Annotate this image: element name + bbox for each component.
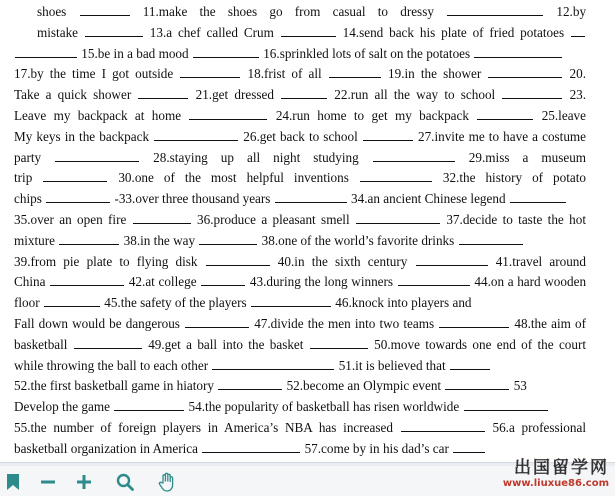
- answer-blank: [401, 419, 485, 432]
- answer-blank: [180, 65, 240, 78]
- text-segment: 53: [513, 378, 527, 394]
- text-segment: Fall down would be dangerous: [14, 316, 180, 331]
- text-segment: basketball organization in America: [14, 440, 198, 456]
- answer-blank: [46, 190, 110, 203]
- text-segment: 43.during the long winners: [249, 274, 394, 290]
- answer-blank: [502, 86, 562, 99]
- text-line: [14, 439, 586, 459]
- text-segment: Leave my backpack at home: [14, 108, 182, 123]
- text-segment: 12.by: [556, 4, 587, 19]
- text-segment: 24.run home to get my backpack: [275, 108, 469, 123]
- text-segment: 28.staying up all night studying: [153, 149, 359, 165]
- text-segment: 40.in the sixth century: [277, 253, 408, 269]
- text-line: [14, 210, 586, 230]
- text-segment: chips: [14, 191, 42, 207]
- answer-blank: [464, 398, 548, 411]
- answer-blank: [329, 65, 381, 78]
- answer-blank: [450, 357, 490, 370]
- text-segment: 57.come by in his dad’s car: [304, 440, 449, 456]
- watermark-url: www.liuxue86.com: [502, 478, 609, 489]
- answer-blank: [373, 149, 455, 162]
- text-line: [14, 168, 586, 188]
- text-segment: 35.over an open fire: [14, 212, 127, 227]
- answer-blank: [74, 336, 142, 349]
- answer-blank: [59, 232, 119, 245]
- answer-blank: [189, 107, 267, 120]
- text-line: [14, 335, 586, 355]
- answer-blank: [199, 232, 257, 245]
- answer-blank: [488, 65, 562, 78]
- text-segment: 46.knock into players and: [335, 295, 472, 311]
- text-segment: 45.the safety of the players: [104, 295, 247, 311]
- text-segment: 30.one of the most helpful inventions: [118, 170, 349, 186]
- text-segment: 51.it is believed that: [338, 357, 446, 373]
- text-segment: 14.send back his plate of fried potatoes: [342, 24, 565, 40]
- text-segment: 17.by the time I got outside: [14, 66, 174, 82]
- text-line: [37, 2, 586, 22]
- text-segment: mistake: [37, 24, 79, 40]
- answer-blank: [218, 377, 282, 390]
- text-line: [14, 293, 586, 313]
- watermark-title: 出国留学网: [514, 458, 609, 478]
- answer-blank: [43, 169, 107, 182]
- text-segment: 44.on a hard wooden: [474, 274, 587, 290]
- answer-blank: [445, 377, 509, 390]
- text-segment: 47.divide the men into two teams: [254, 316, 435, 331]
- answer-blank: [477, 107, 533, 120]
- text-segment: trip: [14, 170, 33, 186]
- text-line: [14, 272, 586, 292]
- answer-blank: [310, 336, 368, 349]
- answer-blank: [510, 190, 566, 203]
- text-segment: 21.get dressed: [195, 87, 274, 103]
- answer-blank: [80, 3, 130, 16]
- text-segment: while throwing the ball to each other: [14, 357, 209, 373]
- text-segment: basketball: [14, 336, 68, 352]
- text-line: [14, 85, 586, 105]
- text-segment: Take a quick shower: [14, 87, 132, 103]
- text-segment: party: [14, 149, 42, 165]
- text-line: [14, 44, 586, 64]
- answer-blank: [202, 440, 300, 453]
- text-segment: 22.run all the way to school: [334, 87, 496, 103]
- text-segment: 55.the number of foreign players in America’s NBA has increased: [14, 420, 393, 435]
- zoom-in-icon[interactable]: [74, 472, 94, 492]
- answer-blank: [133, 211, 191, 224]
- text-segment: floor: [14, 295, 40, 311]
- answer-blank: [571, 24, 585, 37]
- text-segment: shoes: [37, 4, 67, 19]
- text-segment: 52.become an Olympic event: [286, 378, 442, 394]
- answer-blank: [439, 315, 509, 328]
- answer-blank: [154, 128, 238, 141]
- text-line: [14, 106, 586, 126]
- text-segment: 39.from pie plate to flying disk: [14, 253, 198, 269]
- answer-blank: [55, 149, 139, 162]
- text-segment: China: [14, 274, 46, 290]
- answer-blank: [185, 315, 249, 328]
- answer-blank: [453, 440, 485, 453]
- answer-blank: [251, 294, 331, 307]
- text-segment: 50.move towards one end of the court: [374, 336, 587, 352]
- text-segment: 42.at college: [128, 274, 197, 290]
- text-line: [37, 23, 586, 43]
- text-segment: 13.a chef called Crum: [149, 24, 274, 40]
- text-segment: 16.sprinkled lots of salt on the potatoes: [263, 45, 471, 61]
- text-line: [14, 397, 586, 417]
- text-segment: 49.get a ball into the basket: [148, 336, 304, 352]
- text-line: [14, 418, 586, 438]
- text-line: [14, 64, 586, 84]
- text-segment: -33.over three thousand years: [114, 191, 271, 207]
- answer-blank: [281, 24, 336, 37]
- text-segment: 56.a professional: [492, 420, 587, 435]
- text-segment: 34.an ancient Chinese legend: [351, 191, 506, 207]
- text-segment: 25.leave: [541, 108, 586, 123]
- hand-tool-icon[interactable]: [157, 472, 177, 492]
- text-segment: 36.produce a pleasant smell: [197, 212, 350, 227]
- answer-blank: [275, 190, 347, 203]
- answer-blank: [474, 45, 562, 58]
- answer-blank: [398, 273, 470, 286]
- text-segment: 38.in the way: [123, 232, 196, 248]
- text-segment: 19.in the shower: [388, 66, 482, 82]
- text-segment: 26.get back to school: [243, 128, 358, 144]
- answer-blank: [459, 232, 523, 245]
- zoom-out-icon[interactable]: [38, 472, 58, 492]
- answer-blank: [416, 253, 488, 266]
- answer-blank: [363, 128, 413, 141]
- answer-blank: [44, 294, 100, 307]
- answer-blank: [201, 273, 245, 286]
- text-segment: 32.the history of potato: [442, 170, 587, 186]
- text-segment: 54.the popularity of basketball has risen worldwide: [188, 399, 460, 415]
- text-segment: 52.the first basketball game in hiatory: [14, 378, 214, 394]
- answer-blank: [212, 357, 334, 370]
- answer-blank: [138, 86, 188, 99]
- text-segment: My keys in the backpack: [14, 128, 150, 144]
- bookmark-icon[interactable]: [3, 472, 23, 492]
- text-segment: 48.the aim of: [514, 316, 586, 331]
- text-segment: 23.: [569, 87, 587, 103]
- text-line: [14, 356, 586, 376]
- text-segment: 38.one of the world’s favorite drinks: [261, 232, 455, 248]
- text-line: [14, 252, 586, 272]
- text-segment: Develop the game: [14, 399, 110, 415]
- text-segment: 18.frist of all: [247, 66, 322, 82]
- answer-blank: [114, 398, 184, 411]
- answer-blank: [15, 45, 77, 58]
- text-segment: 20.: [569, 66, 587, 82]
- answer-blank: [85, 24, 143, 37]
- answer-blank: [356, 211, 440, 224]
- text-line: [14, 314, 586, 334]
- text-line: [14, 127, 586, 147]
- answer-blank: [281, 86, 327, 99]
- text-segment: 41.travel around: [495, 253, 586, 269]
- text-line: [14, 231, 586, 251]
- text-line: [14, 376, 586, 396]
- text-segment: 37.decide to taste the hot: [446, 212, 586, 227]
- search-icon[interactable]: [115, 472, 135, 492]
- answer-blank: [447, 3, 543, 16]
- text-segment: 11.make the shoes go from casual to dressy: [142, 4, 434, 19]
- text-line: [14, 148, 586, 168]
- answer-blank: [50, 273, 124, 286]
- text-segment: 27.invite me to have a costume: [417, 128, 587, 144]
- answer-blank: [360, 169, 432, 182]
- text-segment: 29.miss a museum: [468, 149, 587, 165]
- site-watermark: [503, 458, 609, 490]
- text-segment: 15.be in a bad mood: [81, 45, 189, 61]
- text-segment: mixture: [14, 232, 56, 248]
- answer-blank: [206, 253, 270, 266]
- text-line: [14, 189, 586, 209]
- answer-blank: [193, 45, 259, 58]
